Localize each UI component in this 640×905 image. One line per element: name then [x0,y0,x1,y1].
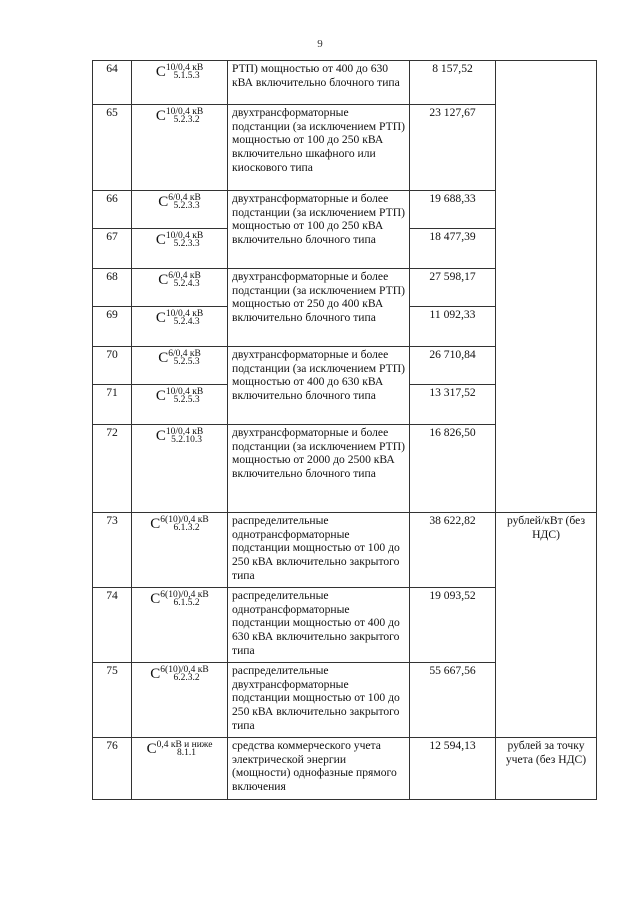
table-row [93,738,597,800]
price-value: 11 092,33 [410,307,496,347]
symbol-letter: С [155,388,166,404]
tariff-code [132,588,228,663]
tariff-code [132,385,228,425]
price-value: 27 598,17 [410,269,496,307]
tariff-code [132,347,228,385]
table-row [93,61,597,105]
code-subscript: 6.2.3.2 [173,672,200,683]
tariff-code [132,191,228,229]
description: двухтрансформаторные и более подстанции (за исключением РТП) мощностью от 100 до 250 кВА включительно блочного типа [228,191,410,269]
price-value: 8 157,52 [410,61,496,105]
voltage-superscript: 6/0,4 кВ [168,349,201,359]
voltage-superscript: 10/0,4 кВ [165,107,204,117]
symbol-letter: С [155,428,166,444]
row-number: 70 [93,347,132,385]
unit-label: рублей за точку учета (без НДС) [496,738,597,800]
voltage-superscript: 6(10)/0,4 кВ [160,665,209,675]
voltage-superscript: 6/0,4 кВ [168,271,201,281]
code-subscript: 6.1.5.2 [173,597,200,608]
voltage-superscript: 10/0,4 кВ [165,231,204,241]
voltage-superscript: 6/0,4 кВ [168,193,201,203]
row-number: 73 [93,513,132,588]
code-subscript: 5.2.3.3 [173,238,200,249]
code-subscript: 6.1.3.2 [173,522,200,533]
description: распределительные однотрансформаторные подстанции мощностью от 400 до 630 кВА включительно закрытого типа [228,588,410,663]
price-value: 16 826,50 [410,425,496,513]
row-number: 75 [93,663,132,738]
price-value: 23 127,67 [410,105,496,191]
description: двухтрансформаторные и более подстанции (за исключением РТП) мощностью от 2000 до 2500 кВА включительно блочного типа [228,425,410,513]
row-number: 72 [93,425,132,513]
code-subscript: 5.2.5.3 [173,394,200,405]
tariff-code [132,738,228,800]
code-subscript: 5.2.5.3 [173,356,200,367]
description: двухтрансформаторные и более подстанции (за исключением РТП) мощностью от 250 до 400 кВА включительно блочного типа [228,269,410,347]
price-value: 38 622,82 [410,513,496,588]
symbol-letter: С [158,194,169,210]
voltage-superscript: 10/0,4 кВ [165,63,204,73]
code-subscript: 5.2.4.3 [173,316,200,327]
symbol-letter: С [155,232,166,248]
row-number: 65 [93,105,132,191]
row-number: 66 [93,191,132,229]
symbol-letter: С [150,666,161,682]
price-value: 19 093,52 [410,588,496,663]
price-value: 12 594,13 [410,738,496,800]
voltage-superscript: 10/0,4 кВ [165,427,204,437]
voltage-superscript: 6(10)/0,4 кВ [160,590,209,600]
tariff-table [92,60,597,800]
symbol-letter: С [150,516,161,532]
tariff-code [132,307,228,347]
row-number: 71 [93,385,132,425]
row-number: 67 [93,229,132,269]
tariff-code [132,61,228,105]
unit-label: рублей/кВт (без НДС) [496,513,597,738]
code-subscript: 5.2.10.3 [171,434,202,445]
code-subscript: 5.2.3.3 [173,200,200,211]
code-subscript: 5.2.3.2 [173,114,200,125]
tariff-code [132,269,228,307]
description: РТП) мощностью от 400 до 630 кВА включительно блочного типа [228,61,410,105]
row-number: 74 [93,588,132,663]
row-number: 64 [93,61,132,105]
tariff-code [132,513,228,588]
symbol-letter: С [150,591,161,607]
price-value: 26 710,84 [410,347,496,385]
tariff-code [132,425,228,513]
tariff-code [132,229,228,269]
code-subscript: 5.1.5.3 [173,70,200,81]
tariff-code [132,663,228,738]
tariff-code [132,105,228,191]
description: средства коммерческого учета электрической энергии (мощности) однофазные прямого включения [228,738,410,800]
description: распределительные однотрансформаторные подстанции мощностью от 100 до 250 кВА включительно закрытого типа [228,513,410,588]
table-row [93,513,597,588]
symbol-letter: С [155,64,166,80]
price-value: 19 688,33 [410,191,496,229]
code-subscript: 8.1.1 [177,747,196,758]
voltage-superscript: 10/0,4 кВ [165,309,204,319]
row-number: 76 [93,738,132,800]
symbol-letter: С [146,741,157,757]
code-subscript: 5.2.4.3 [173,278,200,289]
description: двухтрансформаторные подстанции (за исключением РТП) мощностью от 100 до 250 кВА включительно шкафного или киоскового типа [228,105,410,191]
voltage-superscript: 0,4 кВ и ниже [156,740,213,750]
description: распределительные двухтрансформаторные подстанции мощностью от 100 до 250 кВА включительно закрытого типа [228,663,410,738]
price-value: 55 667,56 [410,663,496,738]
voltage-superscript: 10/0,4 кВ [165,387,204,397]
page-number: 9 [317,38,323,50]
unit-blank-cell [496,61,597,513]
symbol-letter: С [158,350,169,366]
price-value: 18 477,39 [410,229,496,269]
voltage-superscript: 6(10)/0,4 кВ [160,515,209,525]
symbol-letter: С [155,108,166,124]
symbol-letter: С [158,272,169,288]
price-value: 13 317,52 [410,385,496,425]
row-number: 69 [93,307,132,347]
symbol-letter: С [155,310,166,326]
description: двухтрансформаторные и более подстанции (за исключением РТП) мощностью от 400 до 630 кВА включительно блочного типа [228,347,410,425]
row-number: 68 [93,269,132,307]
